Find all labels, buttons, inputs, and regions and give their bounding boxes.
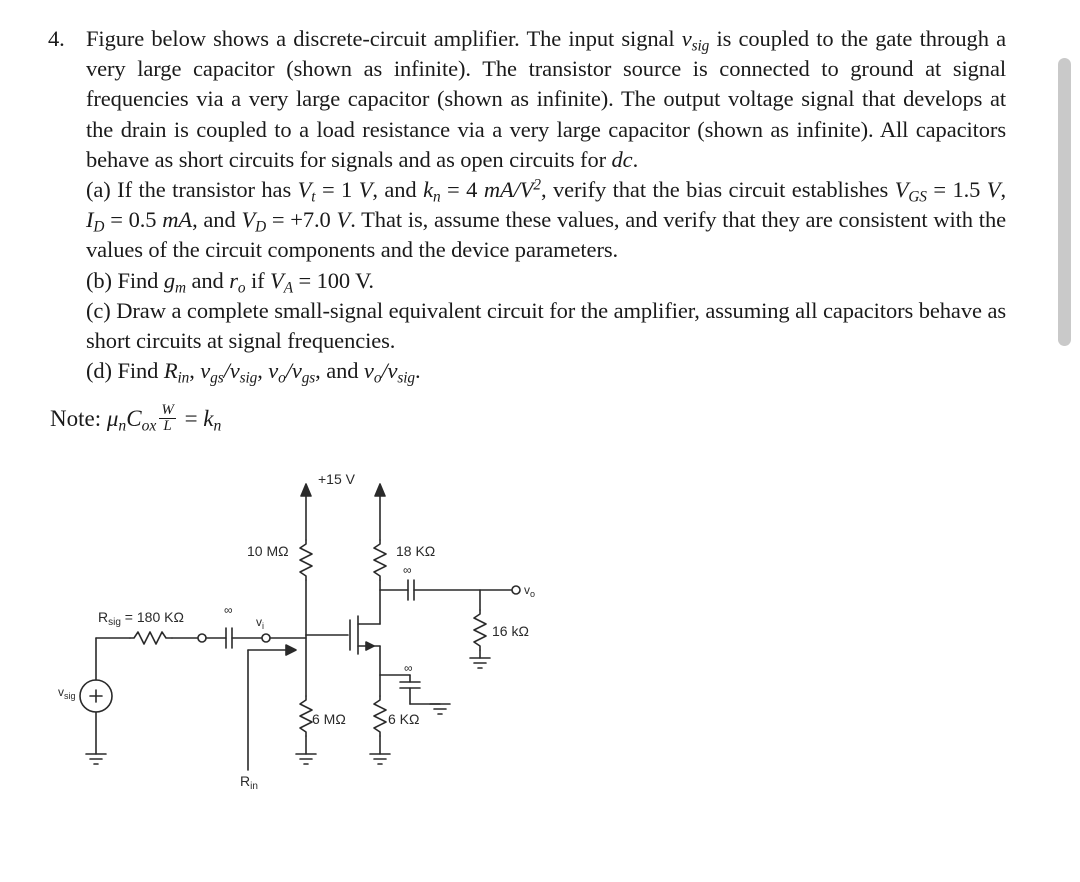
resistor-10m bbox=[300, 540, 312, 580]
resistor-6k bbox=[374, 696, 386, 736]
problem-body bbox=[86, 24, 1006, 386]
vsig-label: $v_{sig}$ bbox=[58, 685, 76, 701]
amplifier-schematic bbox=[0, 460, 1080, 820]
cap-in-label: ∞ bbox=[224, 603, 233, 617]
dc-term: dc bbox=[611, 146, 633, 172]
part-d: (d) Find $R_{in}$, $v_{gs}/v_{sig}$, $v_o/v_{gs}$, and $v_o/v_{sig}$. bbox=[86, 358, 421, 387]
r-sig-label: $R_{sig} = 180$ KΩ bbox=[98, 609, 184, 628]
vertical-scrollbar-thumb[interactable] bbox=[1058, 58, 1071, 346]
rin-label: $R_{in}$ bbox=[240, 773, 258, 792]
part-b: (b) Find $g_m$ and $r_o$ if $V_A = 100$ V. bbox=[86, 267, 374, 296]
part-c: (c) Draw a complete small-signal equivalent circuit for the amplifier, assuming all capacitors behave as short circuits at signal frequencies. bbox=[86, 297, 1006, 354]
cap-out-label: ∞ bbox=[403, 563, 412, 577]
part-a: (a) If the transistor has $V_t = 1$ V, and $k_n = 4$ $mA/V^2$, verify that the bias circuit establishes $V_{GS} = 1.5$ V, $I_D = 0.5$ mA, and $V_D = +7.0$ V. That is, assume these values, and verify that they are consistent with the values of the circuit components and the device parameters. bbox=[86, 176, 1006, 263]
r-10m-label: 10 MΩ bbox=[247, 543, 289, 559]
vi-label: $v_i$ bbox=[256, 615, 264, 631]
problem-number: 4. bbox=[48, 26, 65, 51]
resistor-6m bbox=[300, 696, 312, 736]
resistor-rsig bbox=[130, 632, 172, 644]
vo-label: $v_o$ bbox=[524, 583, 536, 599]
cap-source-label: ∞ bbox=[404, 661, 413, 675]
r-6k-label: 6 KΩ bbox=[388, 711, 420, 727]
supply-label: +15 V bbox=[318, 471, 355, 487]
r-18k-label: 18 KΩ bbox=[396, 543, 436, 559]
problem-intro: Figure below shows a discrete-circuit amplifier. The input signal $v_{sig}$ is coupled to the gate through a very large capacitor (shown as infinite). The transistor source is connected to ground at signal frequencies via a very large capacitor (shown as infinite). The output voltage signal that develops at the drain is coupled to a load resistance via a very large capacitor (shown as infinite). All capacitors behave as short circuits for signals and as open circuits for dc. bbox=[86, 26, 1006, 172]
resistor-16k bbox=[474, 610, 486, 650]
w-over-l-fraction: $\frac{W}{L}$ bbox=[161, 402, 174, 435]
note-formula: Note: $\mu_nC_{ox}$ $\frac{W}{L}$ = $k_n$ bbox=[50, 402, 222, 435]
r-6m-label: 6 MΩ bbox=[312, 711, 346, 727]
vsig-symbol: $v_{sig}$ bbox=[681, 26, 710, 55]
problem-4 bbox=[48, 24, 1006, 386]
resistor-18k bbox=[374, 540, 386, 580]
r-16k-label: 16 kΩ bbox=[492, 623, 529, 639]
